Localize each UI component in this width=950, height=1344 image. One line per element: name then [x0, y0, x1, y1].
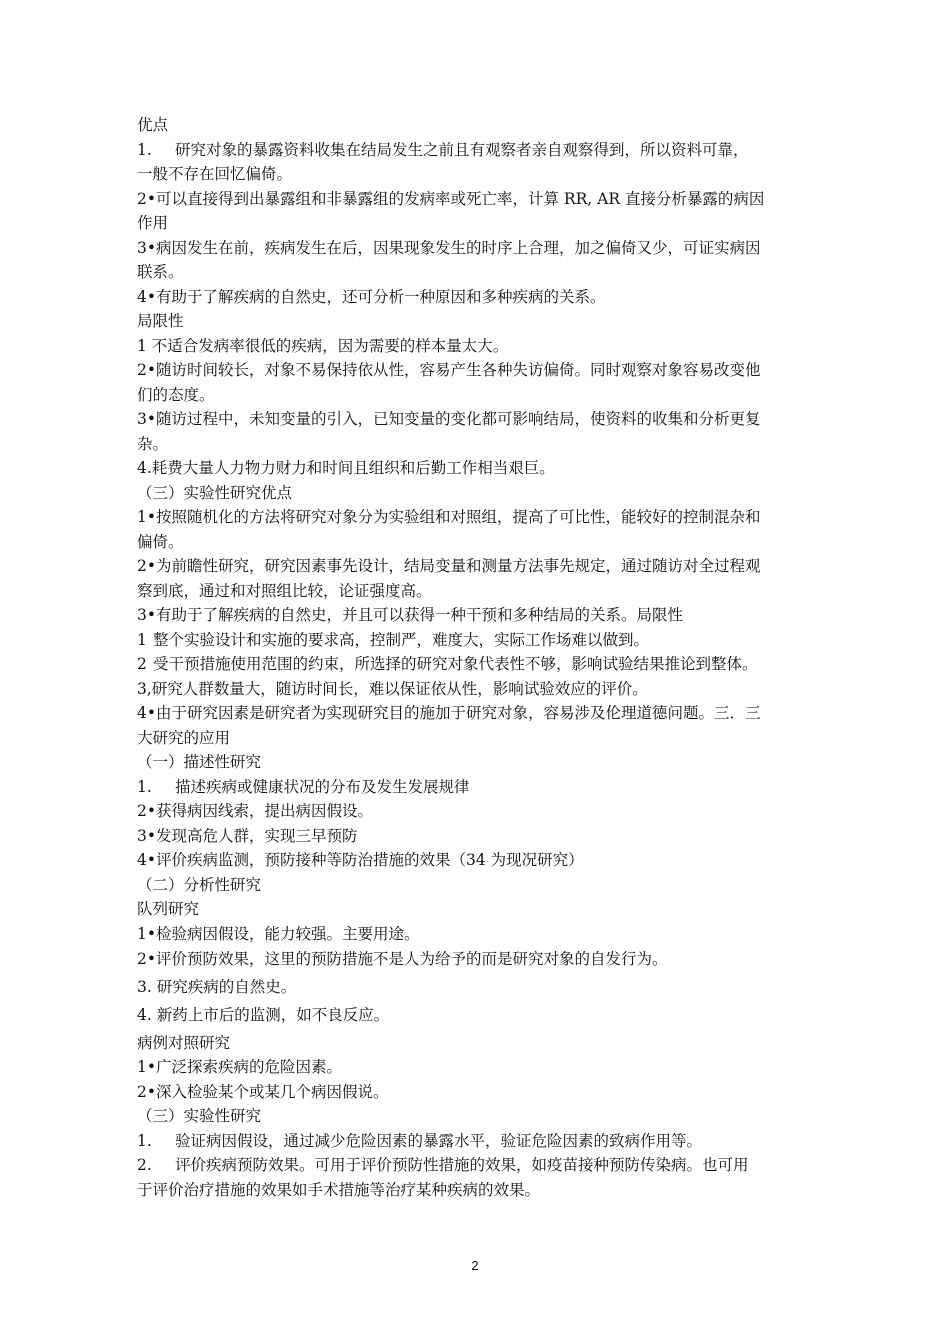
paragraph-line: 作用 — [137, 214, 169, 232]
list-number: 1. — [137, 778, 152, 796]
paragraph-line: 2•可以直接得到出暴露组和非暴露组的发病率或死亡率，计算 RR, AR 直接分析暴露的病因 — [137, 190, 765, 208]
paragraph-line: 4•有助于了解疾病的自然史，还可分析一种原因和多种疾病的关系。 — [137, 288, 606, 306]
paragraph-text: 描述疾病或健康状况的分布及发生发展规律 — [175, 778, 470, 796]
paragraph-line: 2•获得病因线索，提出病因假设。 — [137, 802, 374, 820]
paragraph-line: 3•随访过程中，未知变量的引入，已知变量的变化都可影响结局，使资料的收集和分析更复 — [137, 410, 761, 428]
list-number: 1 — [137, 631, 147, 649]
paragraph-text: 验证病因假设，通过减少危险因素的暴露水平，验证危险因素的致病作用等。 — [175, 1132, 703, 1150]
paragraph-line: 杂。 — [137, 435, 169, 453]
paragraph-line: 2•评价预防效果，这里的预防措施不是人为给予的而是研究对象的自发行为。 — [137, 950, 668, 968]
paragraph-line — [137, 629, 822, 651]
paragraph-line: 3•发现高危人群，实现三早预防 — [137, 827, 358, 845]
paragraph-line: 4•评价疾病监测，预防接种等防治措施的效果（34 为现况研究） — [137, 851, 584, 869]
paragraph-line: 4. 新药上市后的监测，如不良反应。 — [137, 1006, 390, 1024]
heading-limitations: 局限性 — [137, 312, 184, 330]
list-number: 1. — [137, 141, 152, 159]
paragraph-line: 一般不存在回忆偏倚。 — [137, 165, 293, 183]
paragraph-line: 大研究的应用 — [137, 729, 231, 747]
paragraph-line: 1•检验病因假设，能力较强。主要用途。 — [137, 925, 420, 943]
paragraph-line — [137, 1130, 822, 1152]
paragraph-line — [137, 776, 822, 798]
paragraph-line: 偏倚。 — [137, 533, 184, 551]
paragraph-line: 们的态度。 — [137, 386, 215, 404]
paragraph-line: 2•随访时间较长，对象不易保持依从性，容易产生各种失访偏倚。同时观察对象容易改变他 — [137, 361, 761, 379]
paragraph-line: 3. 研究疾病的自然史。 — [137, 978, 297, 996]
section-heading: （三）实验性研究优点 — [137, 484, 293, 502]
section-heading: （三）实验性研究 — [137, 1107, 262, 1125]
paragraph-line — [137, 139, 822, 161]
paragraph-line: 1•广泛探索疾病的危险因素。 — [137, 1058, 343, 1076]
paragraph-line: 2•深入检验某个或某几个病因假说。 — [137, 1083, 389, 1101]
paragraph-line: 察到底，通过和对照组比较，论证强度高。 — [137, 582, 432, 600]
paragraph-line: 1•按照随机化的方法将研究对象分为实验组和对照组，提高了可比性，能较好的控制混杂和 — [137, 508, 761, 526]
paragraph-line — [137, 653, 822, 675]
page-number: 2 — [471, 1258, 479, 1273]
paragraph-line: 1 不适合发病率很低的疾病，因为需要的样本量太大。 — [137, 337, 509, 355]
paragraph-text: 整个实验设计和实施的要求高，控制严，难度大，实际工作场难以做到。 — [153, 631, 650, 649]
paragraph-line: 3,研究人群数量大，随访时间长，难以保证依从性，影响试验效应的评价。 — [137, 680, 648, 698]
paragraph-line: 3•有助于了解疾病的自然史，并且可以获得一种干预和多种结局的关系。局限性 — [137, 606, 684, 624]
list-number: 1. — [137, 1132, 152, 1150]
paragraph-text: 受干预措施使用范围的约束，所选择的研究对象代表性不够，影响试验结果推论到整体。 — [153, 655, 758, 673]
section-heading: （二）分析性研究 — [137, 876, 262, 894]
subheading: 病例对照研究 — [137, 1034, 231, 1052]
paragraph-line: 2•为前瞻性研究，研究因素事先设计，结局变量和测量方法事先规定，通过随访对全过程观 — [137, 557, 761, 575]
paragraph-line: 于评价治疗措施的效果如手术措施等治疗某种疾病的效果。 — [137, 1181, 541, 1199]
list-number: 2. — [137, 1156, 152, 1174]
heading-advantages: 优点 — [137, 116, 169, 134]
paragraph-line: 联系。 — [137, 263, 184, 281]
paragraph-line: 4•由于研究因素是研究者为实现研究目的施加于研究对象，容易涉及伦理道德问题。三．三 — [137, 704, 761, 722]
paragraph-line: 4.耗费大量人力物力财力和时间且组织和后勤工作相当艰巨。 — [137, 459, 555, 477]
paragraph-text: 评价疾病预防效果。可用于评价预防性措施的效果，如疫苗接种预防传染病。也可用 — [175, 1156, 749, 1174]
paragraph-line — [137, 1154, 822, 1176]
paragraph-text: 研究对象的暴露资料收集在结局发生之前且有观察者亲自观察得到，所以资料可靠， — [175, 141, 749, 159]
list-number: 2 — [137, 655, 147, 673]
subheading: 队列研究 — [137, 900, 200, 918]
paragraph-line: 3•病因发生在前，疾病发生在后，因果现象发生的时序上合理，加之偏倚又少，可证实病因 — [137, 239, 761, 257]
section-heading: （一）描述性研究 — [137, 753, 262, 771]
